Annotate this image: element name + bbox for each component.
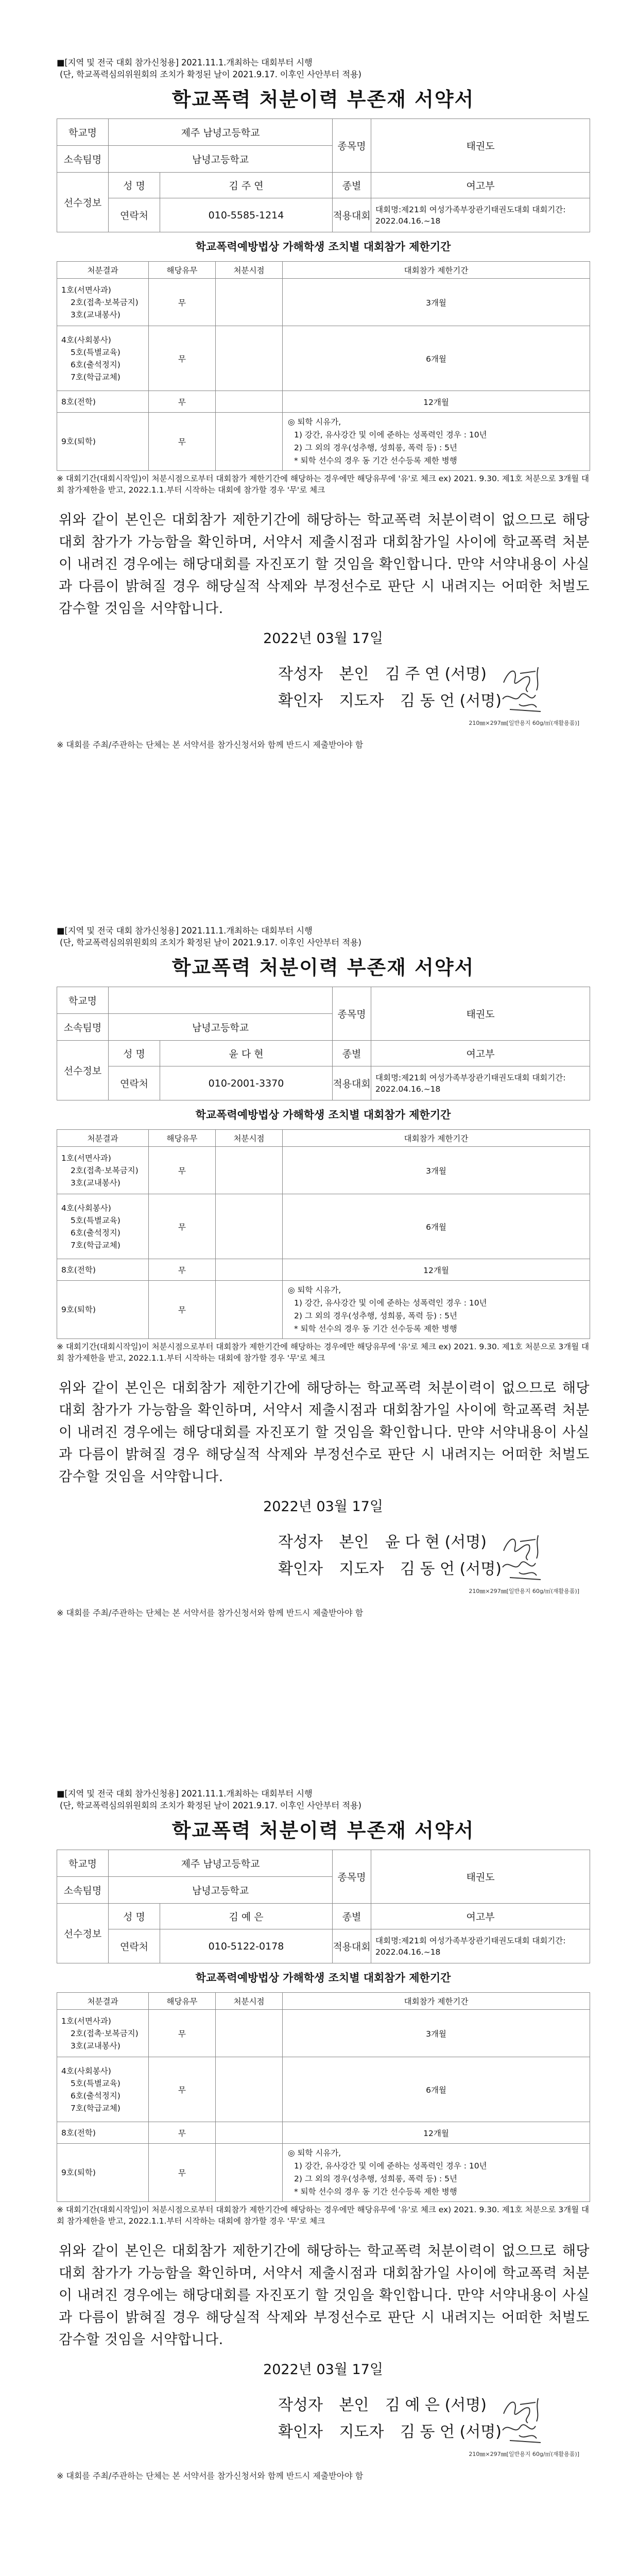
disposition-item: 9호(퇴학) [61,1305,96,1314]
phone-value: 010-5585-1214 [160,198,333,232]
form-spec: 210㎜×297㎜[일반용지 60g/㎡(재활용품)] [469,720,579,726]
writer-name: 윤 다 현 [385,1533,440,1551]
document-title: 학교폭력 처분이력 부존재 서약서 [171,1819,475,1842]
period-line: 2) 그 외의 경우(성추행, 성희롱, 폭력 등) : 5년 [294,2174,457,2183]
period-line: * 퇴학 선수의 경우 동 기간 선수등록 제한 병행 [294,1324,457,1333]
form-header [57,925,590,948]
applicable-value: 무 [149,413,216,471]
contact-label: 연락처 [109,198,160,232]
contact-label: 연락처 [109,1929,160,1963]
confirmer-name: 김 동 언 [400,692,455,710]
competition-value: 대회명:제21회 여성가족부장관기태권도대회 대회기간: 2022.04.16.~18 [371,198,590,232]
school-value: 제주 남녕고등학교 [109,119,333,146]
confirmer-label: 확인자 [278,692,323,710]
table-row [57,326,590,391]
header-line-1: ■[지역 및 전국 대회 참가신청용] 2021.11.1.개최하는 대회부터 시행 [57,1789,313,1799]
signature-block [278,2392,590,2449]
period-line: * 퇴학 선수의 경우 동 기간 선수등록 제한 병행 [294,456,457,465]
restriction-period: 12개월 [283,2122,590,2144]
disposition-item: 1호(서면사과) [61,285,111,295]
disposition-item: 6호(출석정지) [71,1228,120,1238]
signature-block [278,661,590,718]
restriction-period [283,2144,590,2202]
disposition-item: 5호(특별교육) [71,1215,120,1225]
team-value: 남녕고등학교 [109,1014,333,1041]
player-info-table [57,118,590,232]
disposition-item: 4호(사회봉사) [61,335,111,345]
player-info-label: 선수정보 [57,173,109,232]
period-line: * 퇴학 선수의 경우 동 기간 선수등록 제한 병행 [294,2187,457,2196]
col-header-applicable: 해당유무 [149,1130,216,1147]
phone-value: 010-2001-3370 [160,1066,333,1100]
timing-value [216,2057,283,2122]
applicable-value: 무 [149,2057,216,2122]
pledge-page [57,1788,590,2481]
writer-role: 본인 [339,1533,369,1551]
header-line-1: ■[지역 및 전국 대회 참가신청용] 2021.11.1.개최하는 대회부터 시행 [57,58,313,67]
pledge-body-text: 위와 같이 본인은 대회참가 제한기간에 해당하는 학교폭력 처분이력이 없으므로 해당 대회 참가가 가능함을 확인하며, 서약서 제출시점과 대회참가일 사이에 학교폭력 처분이 내려진 경우에는 해당대회를 자진포기 할 것임을 확인합니다. 만약 서약내용이 사실과 다름이 밝혀질 경우 해당실적 삭제와 부정선수로 판단 시 내려지는 어떠한 처벌도 감수할 것임을 서약합니다. [59,512,590,617]
name-label: 성 명 [109,1041,160,1066]
confirmer-name: 김 동 언 [400,2423,455,2441]
period-line: 1) 강간, 유사강간 및 이에 준하는 성폭력인 경우 : 10년 [294,2161,487,2171]
disposition-item: 6호(출석정지) [71,2091,120,2100]
gender-value: 여고부 [371,1904,590,1929]
pledge-page [57,57,590,750]
school-label: 학교명 [57,987,109,1014]
disposition-item: 4호(사회봉사) [61,2066,111,2076]
disposition-item: 5호(특별교육) [71,2078,120,2088]
disposition-categories [57,1281,149,1339]
applicable-value: 무 [149,391,216,413]
disposition-item: 3호(교내봉사) [71,310,120,319]
restriction-period [283,1281,590,1339]
player-info-label: 선수정보 [57,1041,109,1100]
team-value: 남녕고등학교 [109,146,333,173]
team-label: 소속팀명 [57,146,109,173]
restriction-period: 3개월 [283,1147,590,1194]
signature-block [278,1529,590,1586]
footer-note: ※ 대회를 주최/주관하는 단체는 본 서약서를 참가신청서와 함께 반드시 제출받아야 함 [57,740,364,750]
restriction-period: 3개월 [283,2010,590,2057]
applicable-value: 무 [149,2010,216,2057]
applicable-value: 무 [149,279,216,326]
col-header-timing: 처분시점 [216,1130,283,1147]
header-line-2: (단, 학교폭력심의위원회의 조치가 확정된 날이 2021.9.17. 이후인 사안부터 적용) [60,938,361,947]
restriction-period: 3개월 [283,279,590,326]
name-value: 윤 다 현 [160,1041,333,1066]
pledge-body-text: 위와 같이 본인은 대회참가 제한기간에 해당하는 학교폭력 처분이력이 없으므로 해당 대회 참가가 가능함을 확인하며, 서약서 제출시점과 대회참가일 사이에 학교폭력 처분이 내려진 경우에는 해당대회를 자진포기 할 것임을 확인합니다. 만약 서약내용이 사실과 다름이 밝혀질 경우 해당실적 삭제와 부정선수로 판단 시 내려지는 어떠한 처벌도 감수할 것임을 서약합니다. [59,1380,590,1485]
disposition-item: 4호(사회봉사) [61,1203,111,1213]
confirmer-role: 지도자 [339,692,384,710]
form-header [57,1788,590,1811]
disposition-item: 7호(학급교체) [71,372,120,382]
name-value: 김 예 은 [160,1904,333,1929]
phone-value: 010-5122-0178 [160,1929,333,1963]
timing-value [216,2144,283,2202]
applicable-value: 무 [149,1194,216,1259]
disposition-item: 8호(전학) [61,1265,96,1275]
disposition-item: 7호(학급교체) [71,2103,120,2113]
applicable-value: 무 [149,2122,216,2144]
team-value: 남녕고등학교 [109,1877,333,1904]
pledge-date: 2022년 03월 17일 [263,631,383,647]
disposition-categories [57,413,149,471]
header-line-2: (단, 학교폭력심의위원회의 조치가 확정된 날이 2021.9.17. 이후인 사안부터 적용) [60,1801,361,1810]
disposition-item: 3호(교내봉사) [71,2041,120,2050]
footer-note: ※ 대회를 주최/주관하는 단체는 본 서약서를 참가신청서와 함께 반드시 제출받아야 함 [57,2471,364,2481]
table-row [57,1259,590,1281]
restriction-subtitle: 학교폭력예방법상 가해학생 조치별 대회참가 제한기간 [195,241,451,253]
school-value [109,987,333,1014]
gender-label: 종별 [333,173,371,198]
writer-sign-mark: (서명) [444,665,487,683]
writer-label: 작성자 [278,665,323,683]
confirmer-label: 확인자 [278,1560,323,1578]
restriction-period: 6개월 [283,326,590,391]
disposition-item: 3호(교내봉사) [71,1178,120,1188]
handwritten-signature-confirmer [499,1557,556,1586]
writer-name: 김 예 은 [385,2396,440,2414]
col-header-result: 처분결과 [57,262,149,279]
period-line: 1) 강간, 유사강간 및 이에 준하는 성폭력인 경우 : 10년 [294,430,487,439]
writer-name: 김 주 연 [385,665,440,683]
writer-sign-mark: (서명) [444,2396,487,2414]
gender-label: 종별 [333,1041,371,1066]
footer-note: ※ 대회를 주최/주관하는 단체는 본 서약서를 참가신청서와 함께 반드시 제출받아야 함 [57,1608,364,1618]
form-header [57,57,590,80]
pledge-date: 2022년 03월 17일 [263,2362,383,2378]
disposition-item: 6호(출석정지) [71,360,120,369]
disposition-categories [57,279,149,326]
confirmer-role: 지도자 [339,2423,384,2441]
table-row [57,1147,590,1194]
team-label: 소속팀명 [57,1877,109,1904]
disposition-categories [57,391,149,413]
restriction-period: 12개월 [283,391,590,413]
disposition-item: 8호(전학) [61,397,96,406]
gender-label: 종별 [333,1904,371,1929]
player-info-table [57,1850,590,1963]
competition-label: 적용대회 [333,198,371,232]
competition-value: 대회명:제21회 여성가족부장관기태권도대회 대회기간: 2022.04.16.~18 [371,1066,590,1100]
disposition-item: 1호(서면사과) [61,1153,111,1163]
table-row [57,2057,590,2122]
col-header-period: 대회참가 제한기간 [283,1993,590,2010]
restriction-table [57,261,590,471]
table-row [57,2144,590,2202]
table-row [57,1281,590,1339]
col-header-timing: 처분시점 [216,1993,283,2010]
name-label: 성 명 [109,173,160,198]
restriction-period [283,413,590,471]
confirmer-name: 김 동 언 [400,1560,455,1578]
header-line-1: ■[지역 및 전국 대회 참가신청용] 2021.11.1.개최하는 대회부터 시행 [57,926,313,936]
restriction-subtitle: 학교폭력예방법상 가해학생 조치별 대회참가 제한기간 [195,1109,451,1121]
disposition-item: 1호(서면사과) [61,2016,111,2026]
disposition-item: 7호(학급교체) [71,1240,120,1250]
disposition-categories [57,1259,149,1281]
handwritten-signature-confirmer [499,689,556,718]
disposition-categories [57,2144,149,2202]
confirmer-sign-mark: (서명) [459,1560,502,1578]
table-row [57,279,590,326]
table-row [57,413,590,471]
col-header-applicable: 해당유무 [149,1993,216,2010]
gender-value: 여고부 [371,173,590,198]
writer-role: 본인 [339,665,369,683]
table-row [57,2010,590,2057]
name-value: 김 주 연 [160,173,333,198]
timing-value [216,2010,283,2057]
pledge-date: 2022년 03월 17일 [263,1499,383,1515]
col-header-timing: 처분시점 [216,262,283,279]
confirmer-label: 확인자 [278,2423,323,2441]
restriction-table [57,1129,590,1339]
timing-value [216,391,283,413]
writer-label: 작성자 [278,1533,323,1551]
header-line-2: (단, 학교폭력심의위원회의 조치가 확정된 날이 2021.9.17. 이후인 사안부터 적용) [60,70,361,79]
form-spec: 210㎜×297㎜[일반용지 60g/㎡(재활용품)] [469,1588,579,1595]
checking-note: ※ 대회기간(대회시작일)이 처분시점으로부터 대회참가 제한기간에 해당하는 경우에만 해당유무에 '유'로 체크 ex) 2021. 9.30. 제1호 처분으로 3개월 대회 참가제한을 받고, 2022.1.1.부터 시작하는 대회에 참가할 경우 '무'로 체크 [57,474,590,495]
applicable-value: 무 [149,326,216,391]
period-line: ◎ 퇴학 시유가, [288,2148,341,2158]
confirmer-sign-mark: (서명) [459,692,502,710]
school-label: 학교명 [57,119,109,146]
disposition-item: 2호(접촉·보복금지) [71,2028,139,2038]
applicable-value: 무 [149,1281,216,1339]
confirmer-sign-mark: (서명) [459,2423,502,2441]
timing-value [216,279,283,326]
timing-value [216,1147,283,1194]
col-header-period: 대회참가 제한기간 [283,1130,590,1147]
restriction-period: 6개월 [283,2057,590,2122]
checking-note: ※ 대회기간(대회시작일)이 처분시점으로부터 대회참가 제한기간에 해당하는 경우에만 해당유무에 '유'로 체크 ex) 2021. 9.30. 제1호 처분으로 3개월 대회 참가제한을 받고, 2022.1.1.부터 시작하는 대회에 참가할 경우 '무'로 체크 [57,2205,590,2226]
disposition-item: 9호(퇴학) [61,437,96,446]
disposition-item: 5호(특별교육) [71,347,120,357]
disposition-categories [57,2010,149,2057]
gender-value: 여고부 [371,1041,590,1066]
event-value: 태권도 [371,987,590,1041]
writer-role: 본인 [339,2396,369,2414]
disposition-item: 2호(접촉·보복금지) [71,297,139,307]
disposition-categories [57,326,149,391]
player-info-table [57,987,590,1100]
team-label: 소속팀명 [57,1014,109,1041]
document-title: 학교폭력 처분이력 부존재 서약서 [171,88,475,111]
restriction-period: 6개월 [283,1194,590,1259]
form-spec: 210㎜×297㎜[일반용지 60g/㎡(재활용품)] [469,2451,579,2458]
table-row [57,391,590,413]
writer-label: 작성자 [278,2396,323,2414]
competition-label: 적용대회 [333,1066,371,1100]
table-row [57,2122,590,2144]
timing-value [216,2122,283,2144]
timing-value [216,1194,283,1259]
col-header-result: 처분결과 [57,1130,149,1147]
confirmer-role: 지도자 [339,1560,384,1578]
applicable-value: 무 [149,2144,216,2202]
period-line: 2) 그 외의 경우(성추행, 성희롱, 폭력 등) : 5년 [294,1311,457,1320]
school-label: 학교명 [57,1850,109,1877]
restriction-period: 12개월 [283,1259,590,1281]
school-value: 제주 남녕고등학교 [109,1850,333,1877]
event-label: 종목명 [333,987,371,1041]
disposition-item: 9호(퇴학) [61,2168,96,2177]
handwritten-signature-confirmer [499,2420,556,2449]
event-label: 종목명 [333,119,371,173]
disposition-categories [57,1147,149,1194]
name-label: 성 명 [109,1904,160,1929]
timing-value [216,1259,283,1281]
disposition-item: 8호(전학) [61,2128,96,2138]
checking-note: ※ 대회기간(대회시작일)이 처분시점으로부터 대회참가 제한기간에 해당하는 경우에만 해당유무에 '유'로 체크 ex) 2021. 9.30. 제1호 처분으로 3개월 대회 참가제한을 받고, 2022.1.1.부터 시작하는 대회에 참가할 경우 '무'로 체크 [57,1342,590,1363]
timing-value [216,413,283,471]
pledge-page [57,925,590,1618]
applicable-value: 무 [149,1259,216,1281]
competition-label: 적용대회 [333,1929,371,1963]
contact-label: 연락처 [109,1066,160,1100]
disposition-categories [57,2057,149,2122]
period-line: 1) 강간, 유사강간 및 이에 준하는 성폭력인 경우 : 10년 [294,1298,487,1308]
timing-value [216,1281,283,1339]
writer-sign-mark: (서명) [444,1533,487,1551]
period-line: 2) 그 외의 경우(성추행, 성희롱, 폭력 등) : 5년 [294,443,457,452]
event-value: 태권도 [371,119,590,173]
document-title: 학교폭력 처분이력 부존재 서약서 [171,956,475,979]
restriction-table [57,1992,590,2202]
applicable-value: 무 [149,1147,216,1194]
timing-value [216,326,283,391]
restriction-subtitle: 학교폭력예방법상 가해학생 조치별 대회참가 제한기간 [195,1972,451,1984]
player-info-label: 선수정보 [57,1904,109,1963]
disposition-categories [57,2122,149,2144]
col-header-result: 처분결과 [57,1993,149,2010]
pledge-body-text: 위와 같이 본인은 대회참가 제한기간에 해당하는 학교폭력 처분이력이 없으므로 해당 대회 참가가 가능함을 확인하며, 서약서 제출시점과 대회참가일 사이에 학교폭력 처분이 내려진 경우에는 해당대회를 자진포기 할 것임을 확인합니다. 만약 서약내용이 사실과 다름이 밝혀질 경우 해당실적 삭제와 부정선수로 판단 시 내려지는 어떠한 처벌도 감수할 것임을 서약합니다. [59,2243,590,2348]
col-header-applicable: 해당유무 [149,262,216,279]
period-line: ◎ 퇴학 시유가, [288,417,341,427]
col-header-period: 대회참가 제한기간 [283,262,590,279]
disposition-categories [57,1194,149,1259]
event-value: 태권도 [371,1850,590,1904]
disposition-item: 2호(접촉·보복금지) [71,1165,139,1175]
event-label: 종목명 [333,1850,371,1904]
competition-value: 대회명:제21회 여성가족부장관기태권도대회 대회기간: 2022.04.16.~18 [371,1929,590,1963]
period-line: ◎ 퇴학 시유가, [288,1285,341,1295]
table-row [57,1194,590,1259]
